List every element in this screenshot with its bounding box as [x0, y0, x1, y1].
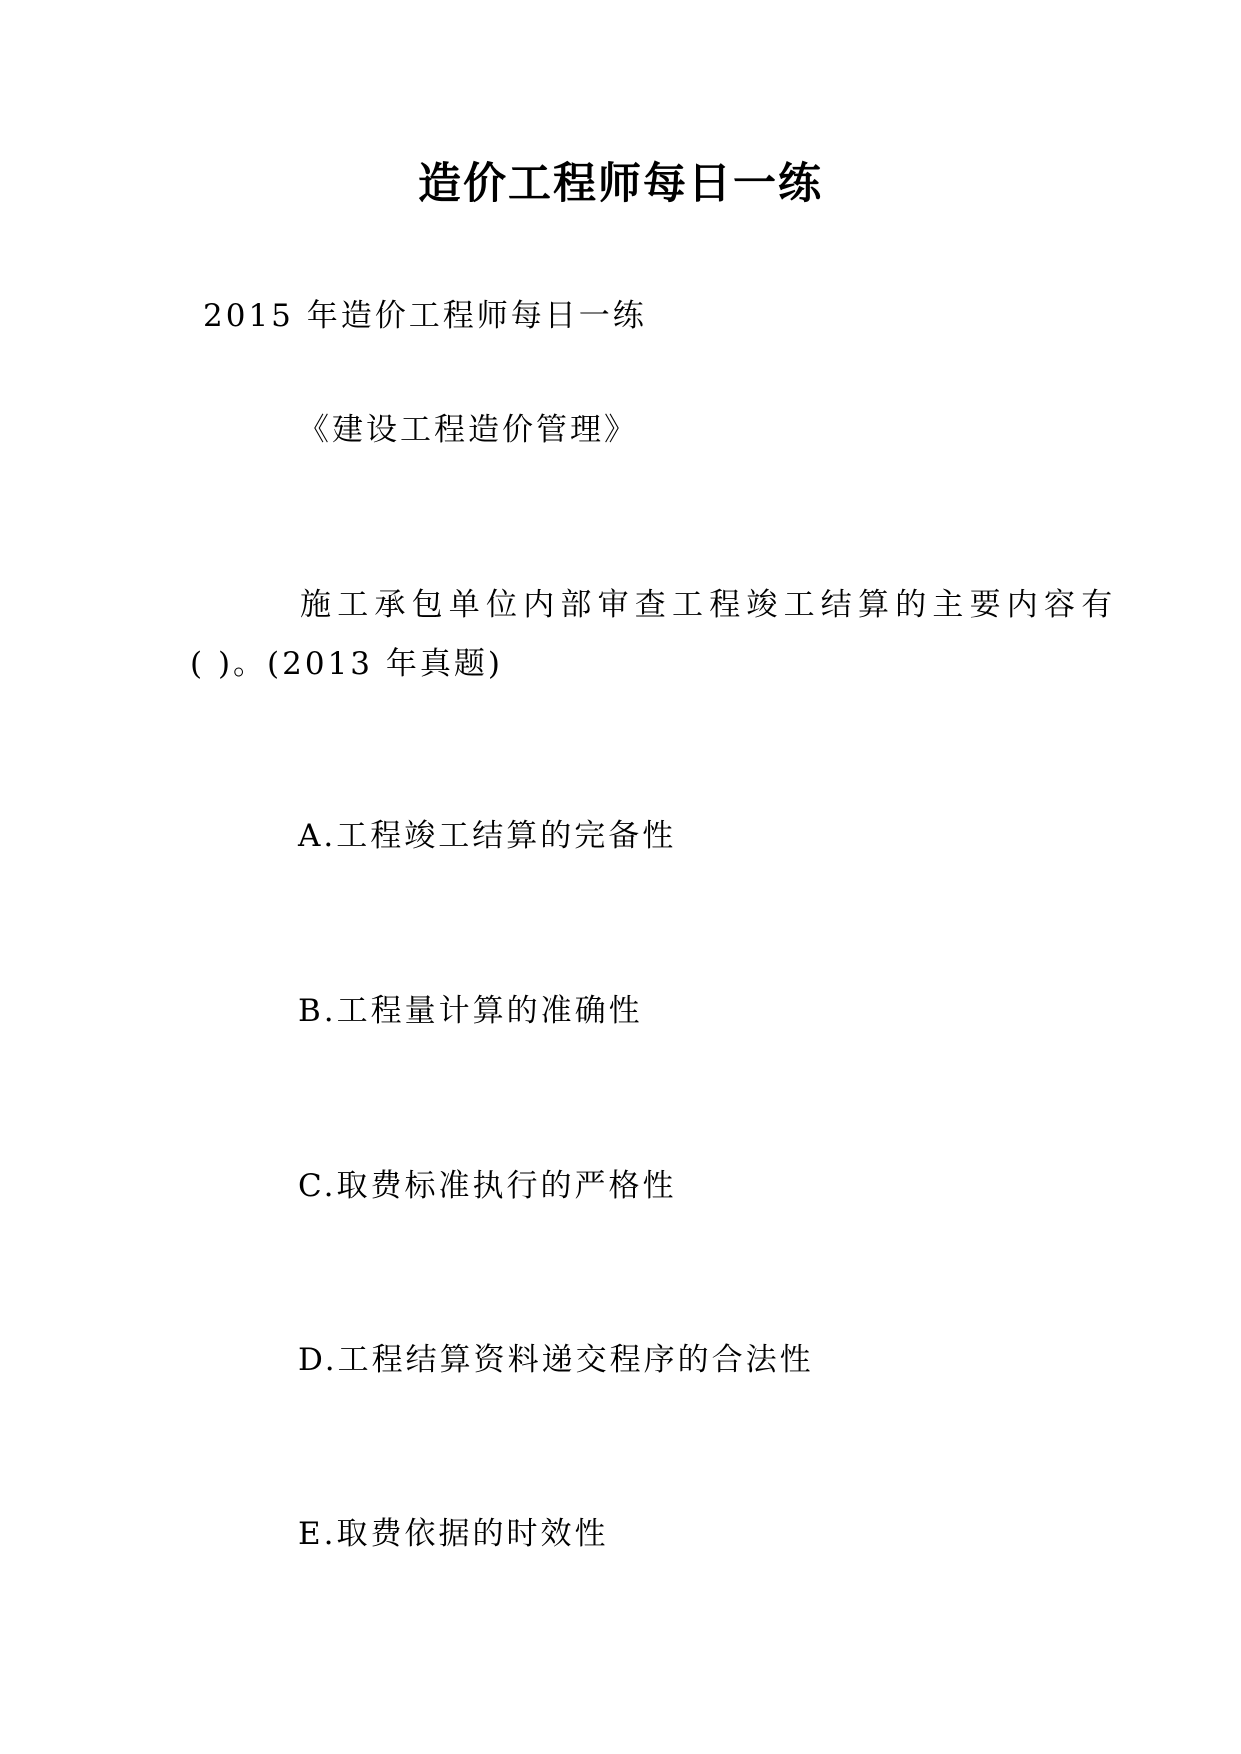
- option-a: A.工程竣工结算的完备性: [298, 818, 677, 854]
- option-d: D.工程结算资料递交程序的合法性: [298, 1342, 814, 1378]
- page-title: 造价工程师每日一练: [418, 159, 823, 209]
- option-c: C.取费标准执行的严格性: [298, 1168, 677, 1204]
- question-text-line-1: 施工承包单位内部审查工程竣工结算的主要内容有: [300, 587, 1119, 623]
- document-subtitle: 2015 年造价工程师每日一练: [203, 298, 647, 334]
- option-e: E.取费依据的时效性: [298, 1516, 609, 1552]
- question-text-line-2: ( )。(2013 年真题): [190, 646, 503, 682]
- book-title: 《建设工程造价管理》: [298, 412, 638, 448]
- option-b: B.工程量计算的准确性: [298, 993, 643, 1029]
